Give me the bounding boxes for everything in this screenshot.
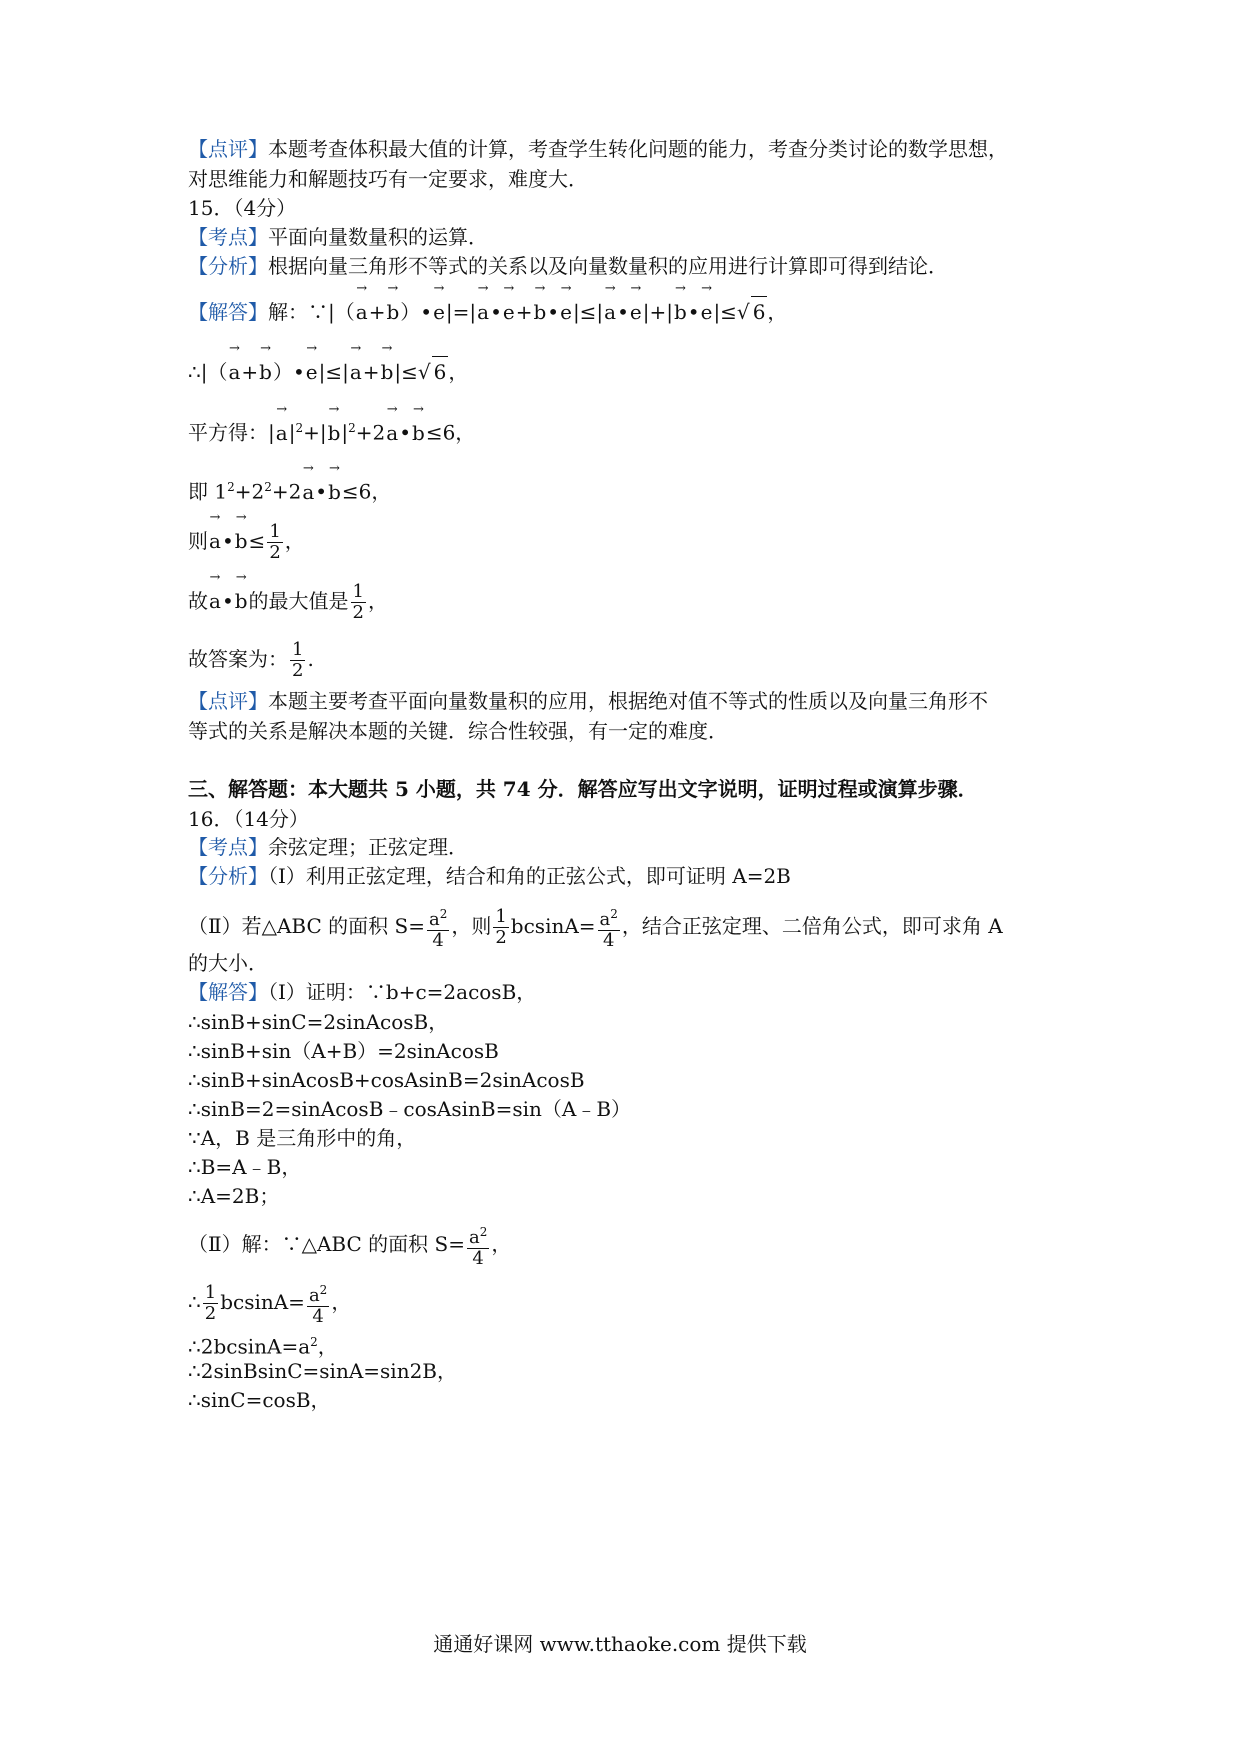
q16-knowledge-point: 【考点】余弦定理；正弦定理． [188, 835, 468, 859]
q16-analysis-3: 的大小． [188, 951, 268, 975]
q16-analysis-2: （Ⅱ）若△ABC 的面积 S= $\frac{a^2}{4}$ ，则 $\frac{1}{2}$ bcsinA= $\frac{a^2}{4}$ ，结合正弦定理、二倍角公式，即可求角 A [188, 906, 1003, 951]
q16-step-6: ∴B=A﹣B， [188, 1155, 302, 1179]
q16-step-11: ∴2sinBsinC=sinA=sin2B， [188, 1359, 457, 1383]
page-footer: 通通好课网 www.tthaoke.com 提供下载 [433, 1632, 807, 1656]
q15-analysis: 【分析】根据向量三角形不等式的关系以及向量数量积的应用进行计算即可得到结论． [188, 254, 948, 278]
question-15-heading: 15．（4分） [188, 196, 297, 220]
q15-solution-line-2: ∴|（→ a+→ b）•→ e|≤|→ a+→ b|≤√ 6 ， [188, 356, 468, 387]
question-16-heading: 16．（14分） [188, 807, 309, 831]
q16-step-7: ∴A=2B； [188, 1184, 280, 1208]
q15-knowledge-point: 【考点】平面向量数量积的运算． [188, 225, 488, 249]
q16-step-1: ∴sinB+sinC=2sinAcosB， [188, 1010, 449, 1034]
comment-line-2: 对思维能力和解题技巧有一定要求，难度大． [188, 167, 588, 191]
q15-solution-line-5: 则→ a•→ b≤ $\frac{1}{2}$ ， [188, 522, 305, 563]
q15-solution-line-3: 平方得：|→ $a|^2+|\to b|^2+2\to$ a•→ b≤6， [188, 413, 475, 448]
section-3-heading: 三、解答题：本大题共 5 小题，共 74 分．解答应写出文字说明，证明过程或演算步骤． [188, 777, 978, 801]
q16-step-4: ∴sinB=2=sinAcosB﹣cosAsinB=sin（A﹣B） [188, 1097, 632, 1121]
q16-step-9: ∴ $\frac{1}{2}$ bcsinA= $\frac{a^2}{4}$ ， [188, 1282, 352, 1327]
q16-solution-1: 【解答】（Ⅰ）证明：∵b+c=2acosB， [188, 980, 537, 1004]
q15-comment: 【点评】本题主要考查平面向量数量积的应用，根据绝对值不等式的性质以及向量三角形不 [188, 689, 988, 713]
tag-comment: 【点评】 [188, 137, 268, 161]
q16-analysis: 【分析】（Ⅰ）利用正弦定理，结合和角的正弦公式，即可证明 A=2B [188, 864, 791, 888]
q16-step-8: （Ⅱ）解：∵△ABC 的面积 S= $\frac{a^2}{4}$ ， [188, 1222, 511, 1269]
q16-step-12: ∴sinC=cosB， [188, 1388, 331, 1412]
q15-solution-line-4: 即 $1^2+2^2+2\to$ a•→ b≤6， [188, 472, 391, 507]
q16-step-2: ∴sinB+sin（A+B）=2sinAcosB [188, 1039, 499, 1063]
q15-solution-line-1: 【解答】解：∵|（→ a+→ b）•→ e|=|→ a•→ e+→ b•→ e|≤|→ a•→ e|+|→ b•→ e|≤√ 6 ， [188, 296, 787, 327]
q15-answer: 故答案为： $\frac{1}{2}$ . [188, 639, 314, 681]
comment-line-1: 【点评】本题考查体积最大值的计算，考查学生转化问题的能力，考查分类讨论的数学思想， [188, 137, 1008, 161]
q15-solution-line-6: 故→ a•→ b的最大值是 $\frac{1}{2}$ ， [188, 582, 388, 623]
q16-step-5: ∵A，B 是三角形中的角， [188, 1126, 417, 1150]
q15-comment-2: 等式的关系是解决本题的关键．综合性较强，有一定的难度． [188, 719, 728, 743]
q16-step-10: $\therefore 2bcsinA=a^2$， [188, 1334, 338, 1359]
q16-step-3: ∴sinB+sinAcosB+cosAsinB=2sinAcosB [188, 1068, 585, 1092]
